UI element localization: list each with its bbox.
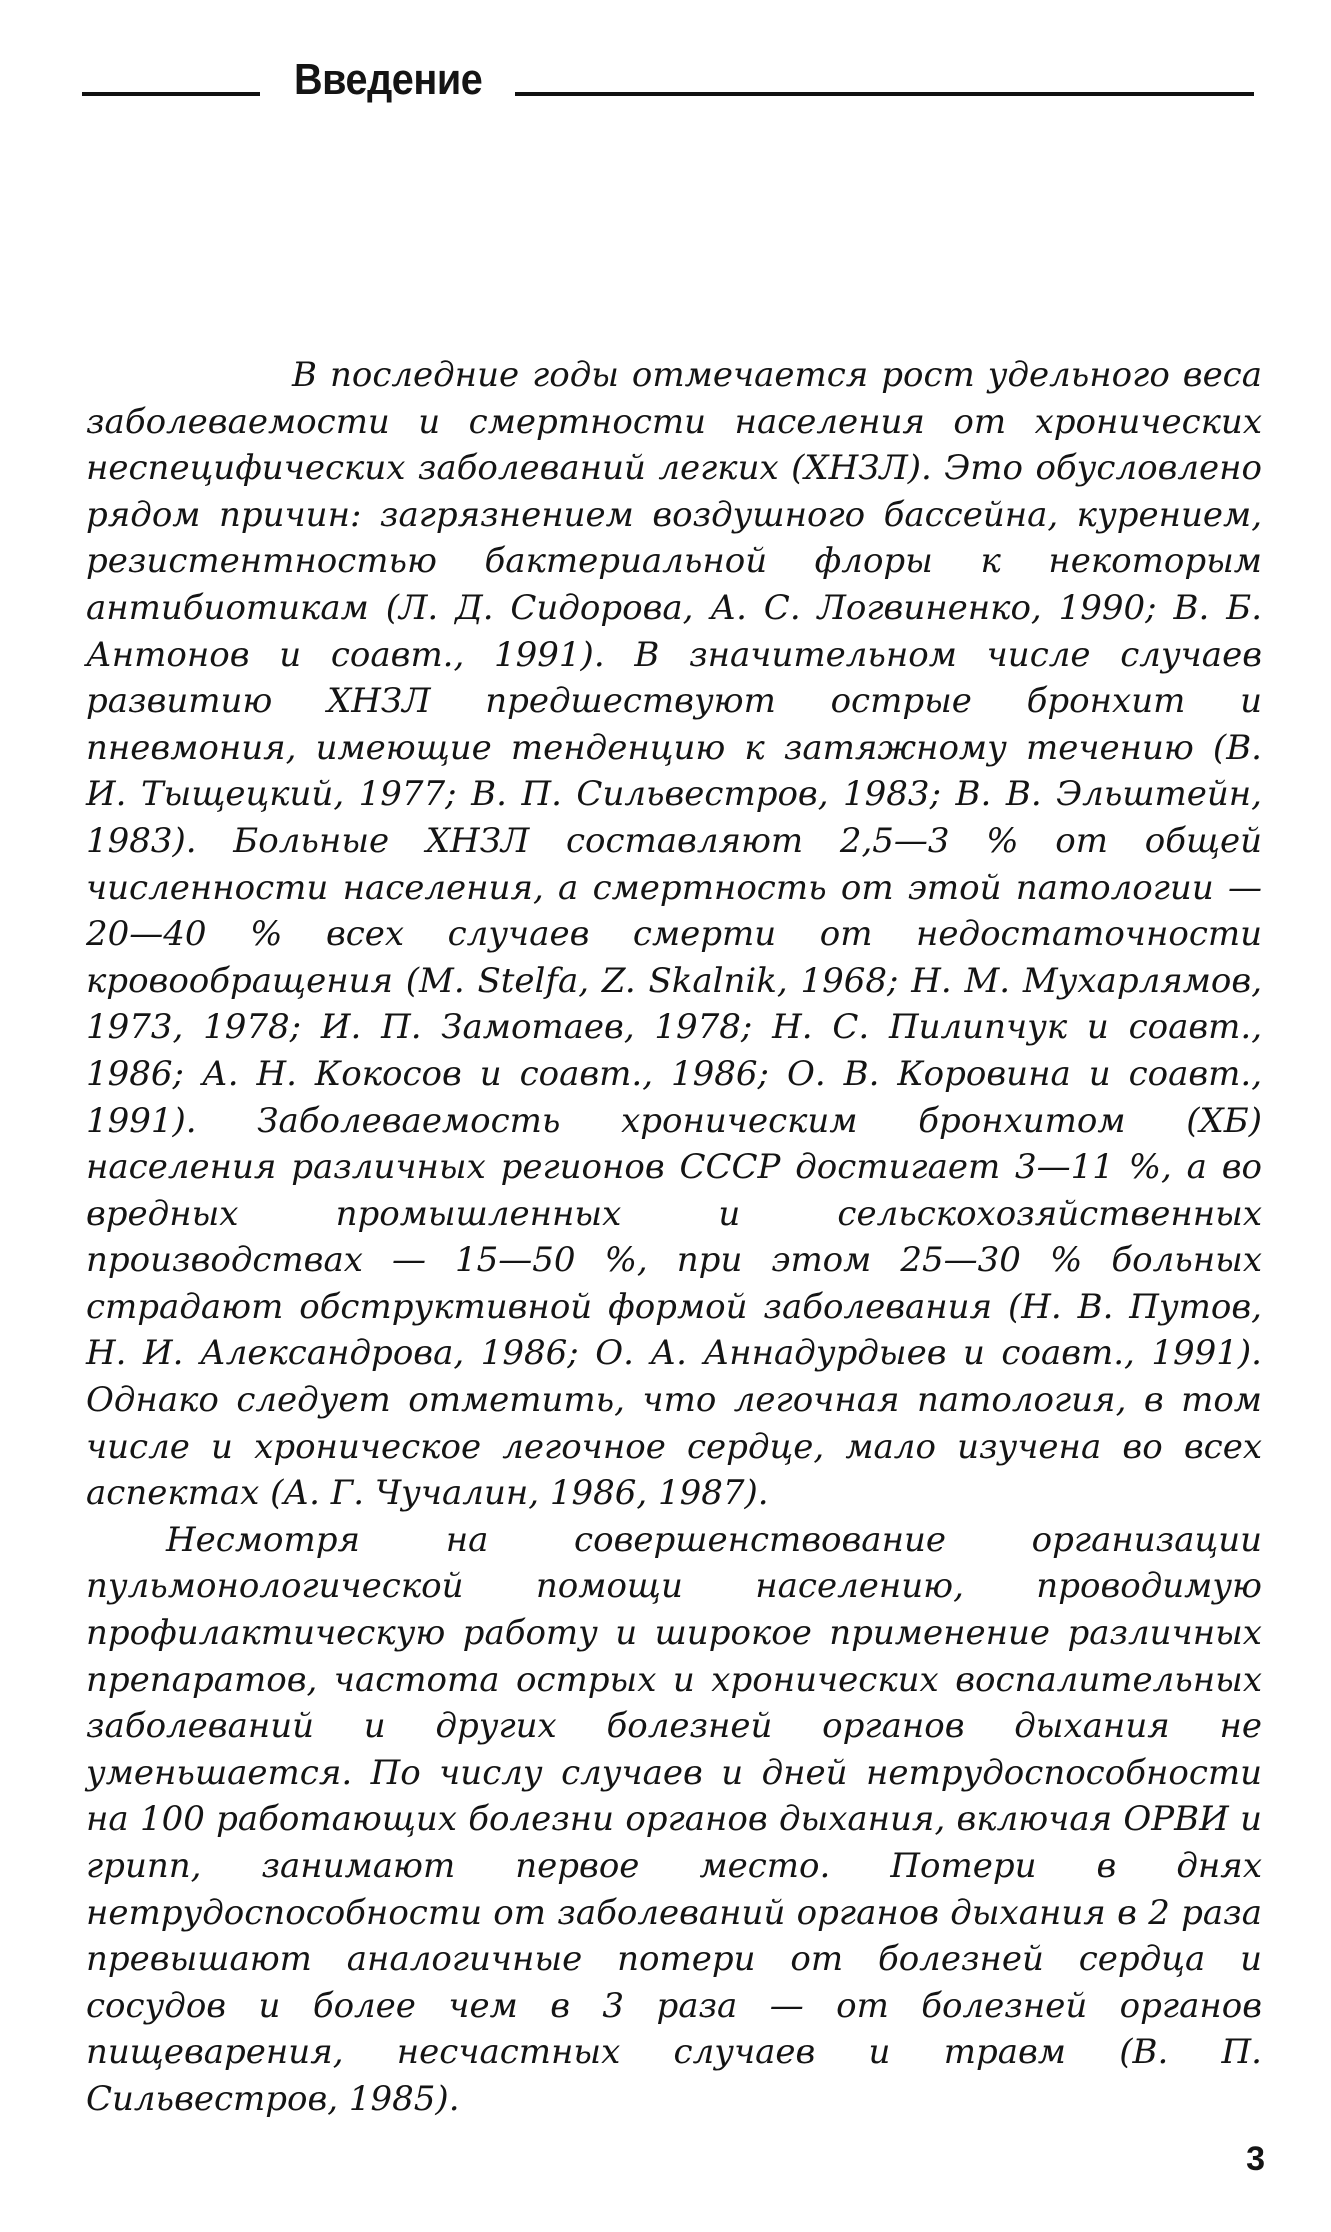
paragraph-1: В последние годы отмечается рост удельного веса заболеваемости и смертности населения от хронических неспецифических заболеваний легких (ХНЗЛ). Это обусловлено рядом причин: загрязнением воздушного бассейна, курением, резистентностью бактериальной флоры к некоторым антибиотикам (Л. Д. Сидорова, А. С. Логвиненко, 1990; В. Б. Антонов и соавт., 1991). В значительном числе случаев развитию ХНЗЛ предшествуют острые бронхит и пневмония, имеющие тенденцию к затяжному течению (В. И. Тыщецкий, 1977; В. П. Сильвестров, 1983; В. В. Эльштейн, 1983). Больные ХНЗЛ составляют 2,5—3 % от общей численности населения, а смертность от этой патологии — 20—40 % всех случаев смерти от недостаточности кровообращения (M. Stelfa, Z. Skalnik, 1968; Н. М. Мухарлямов, 1973, 1978; И. П. Замотаев, 1978; Н. С. Пилипчук и соавт., 1986; А. Н. Кокосов и соавт., 1986; О. В. Коровина и соавт., 1991). Заболеваемость хроническим бронхитом (ХБ) населения различных регионов СССР достигает 3—11 %, а во вредных промышленных и сельскохозяйственных производствах — 15—50 %, при этом 25—30 % больных страдают обструктивной формой заболевания (Н. В. Путов, Н. И. Александрова, 1986; О. А. Аннадурдыев и соавт., 1991). Однако следует отметить, что легочная патология, в том числе и хроническое легочное сердце, мало изучена во всех аспектах (А. Г. Чучалин, 1986, 1987). — [86, 355, 1262, 1514]
heading-rule-left — [82, 92, 260, 96]
paragraph-2: Несмотря на совершенствование организации пульмонологической помощи населению, проводимую профилактическую работу и широкое применение различных препаратов, частота острых и хронических воспалительных заболеваний и других болезней органов дыхания не уменьшается. По числу случаев и дней нетрудоспособности на 100 работающих болезни органов дыхания, включая ОРВИ и грипп, занимают первое место. Потери в днях нетрудоспособности от заболеваний органов дыхания в 2 раза превышают аналогичные потери от болезней сердца и сосудов и более чем в 3 раза — от болезней органов пищеварения, несчастных случаев и травм (В. П. Сильвестров, 1985). — [86, 1519, 1262, 2119]
chapter-title: Введение — [294, 55, 483, 104]
chapter-heading — [82, 52, 1254, 108]
page-number: 3 — [1246, 2140, 1265, 2178]
body-text — [86, 352, 1262, 2123]
heading-rule-right — [515, 92, 1254, 96]
